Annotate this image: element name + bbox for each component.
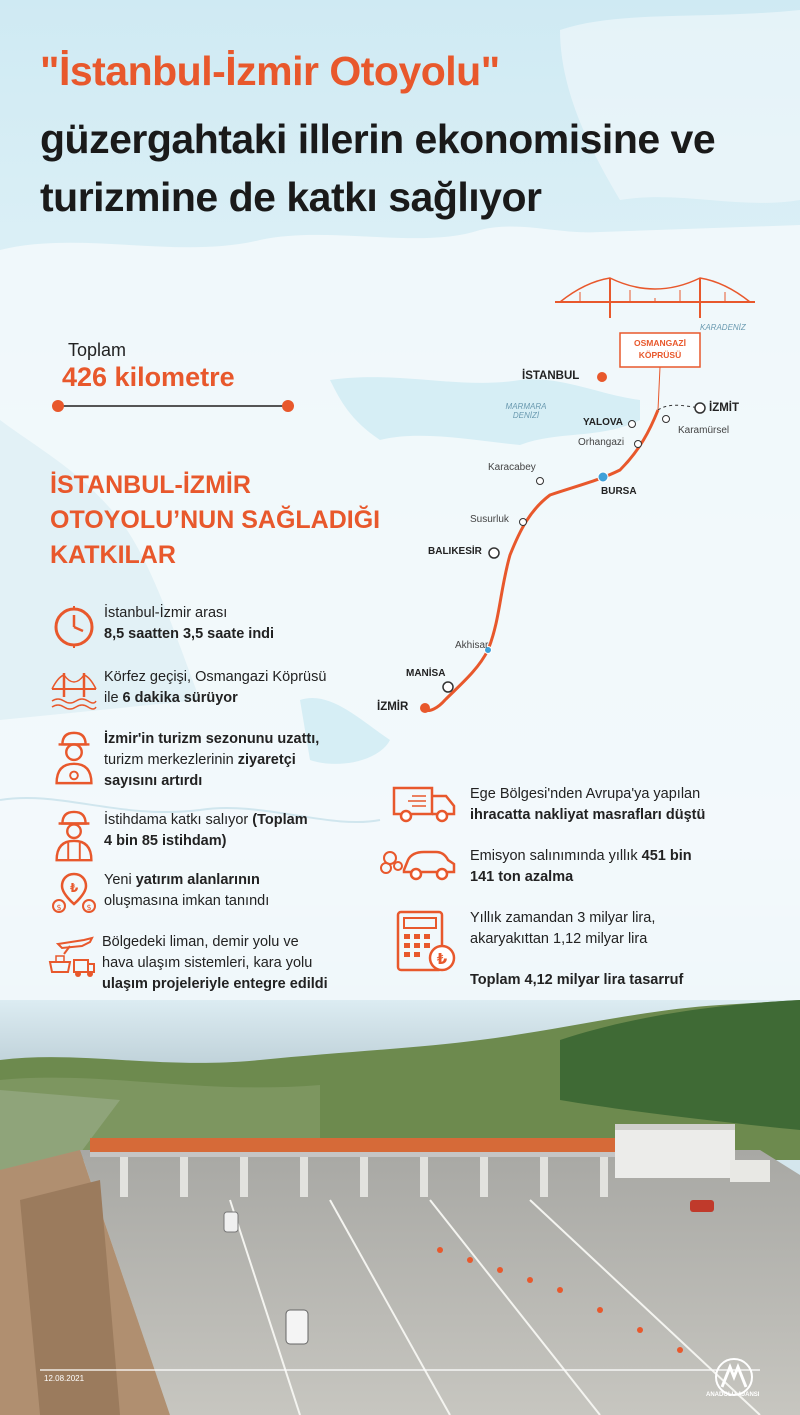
svg-text:₺: ₺ [436, 950, 448, 968]
bridge-icon [50, 667, 98, 713]
route-map [400, 270, 800, 730]
city-karamursel: Karamürsel [678, 425, 730, 436]
svg-text:$: $ [56, 903, 62, 912]
list-item: Körfez geçişi, Osmangazi Köprüsü ile 6 dakika sürüyor [50, 667, 326, 713]
date-label: 12.08.2021 [44, 1374, 85, 1383]
worker-icon [50, 810, 98, 864]
list-item: ₺ Yıllık zamandan 3 milyar lira, akaryakıttan 1,12 milyar lira Toplam 4,12 milyar lira tasarruf [394, 908, 683, 991]
city-izmit: İZMİT [709, 402, 740, 414]
car-emission-icon [378, 846, 458, 882]
page-title: güzergahtaki illerin ekonomisine ve turizmine de katkı sağlıyor [40, 116, 716, 220]
tourist-icon [50, 729, 98, 787]
sea-label-karadeniz: KARADENİZ [700, 323, 746, 332]
city-balikesir: BALIKESİR [428, 546, 482, 557]
clock-icon [50, 603, 98, 649]
city-bursa: BURSA [601, 486, 637, 497]
total-value: 426 kilometre [62, 362, 235, 392]
city-manisa: MANİSA [406, 668, 446, 679]
city-izmir: İZMİR [377, 701, 409, 713]
investment-icon [50, 870, 98, 916]
bridge-icon [555, 278, 755, 318]
truck-icon [392, 784, 458, 824]
bridge-label: OSMANGAZİ KÖPRÜSÜ [634, 338, 686, 360]
city-yalova: YALOVA [583, 417, 624, 428]
list-item: Emisyon salınımında yıllık 451 bin 141 ton azalma [378, 846, 692, 888]
city-istanbul: İSTANBUL [522, 370, 580, 382]
list-item: Bölgedeki liman, demir yolu ve hava ulaşım sistemleri, kara yolu ulaşım projeleriyle entegre edildi [48, 932, 328, 995]
distance-bar-icon [48, 396, 298, 416]
city-orhangazi: Orhangazi [578, 437, 625, 448]
list-item: İstanbul-İzmir arası 8,5 saatten 3,5 saate indi [50, 603, 274, 649]
list-item: Ege Bölgesi'nden Avrupa'ya yapılan ihracatta nakliyat masrafları düştü [392, 784, 705, 826]
calculator-icon [394, 908, 460, 974]
city-karacabey: Karacabey [488, 462, 536, 473]
title-highlight: "İstanbul-İzmir Otoyolu" [40, 48, 500, 94]
total-label: Toplam [68, 340, 127, 360]
agency-label: ANADOLU AJANSI [706, 1392, 760, 1398]
sea-label-marmara: MARMARA DENİZİ [505, 402, 547, 420]
transport-icon [48, 932, 96, 982]
section-title: İSTANBUL-İZMİR OTOYOLU’NUN SAĞLADIĞI KATKILAR [50, 471, 381, 569]
list-item: İzmir'in turizm sezonunu uzattı, turizm merkezlerinin ziyaretçi sayısını artırdı [50, 729, 319, 792]
list-item: İstihdama katkı salıyor (Toplam 4 bin 85 istihdam) [50, 810, 308, 864]
toll-plaza-photo [0, 1000, 800, 1415]
svg-text:₺: ₺ [69, 881, 79, 895]
svg-text:$: $ [86, 903, 92, 912]
city-susurluk: Susurluk [470, 514, 509, 525]
route-line [425, 410, 658, 711]
city-akhisar: Akhisar [455, 640, 489, 651]
list-item: ₺ $ $ Yeni yatırım alanlarının oluşmasına imkan tanındı [50, 870, 269, 916]
